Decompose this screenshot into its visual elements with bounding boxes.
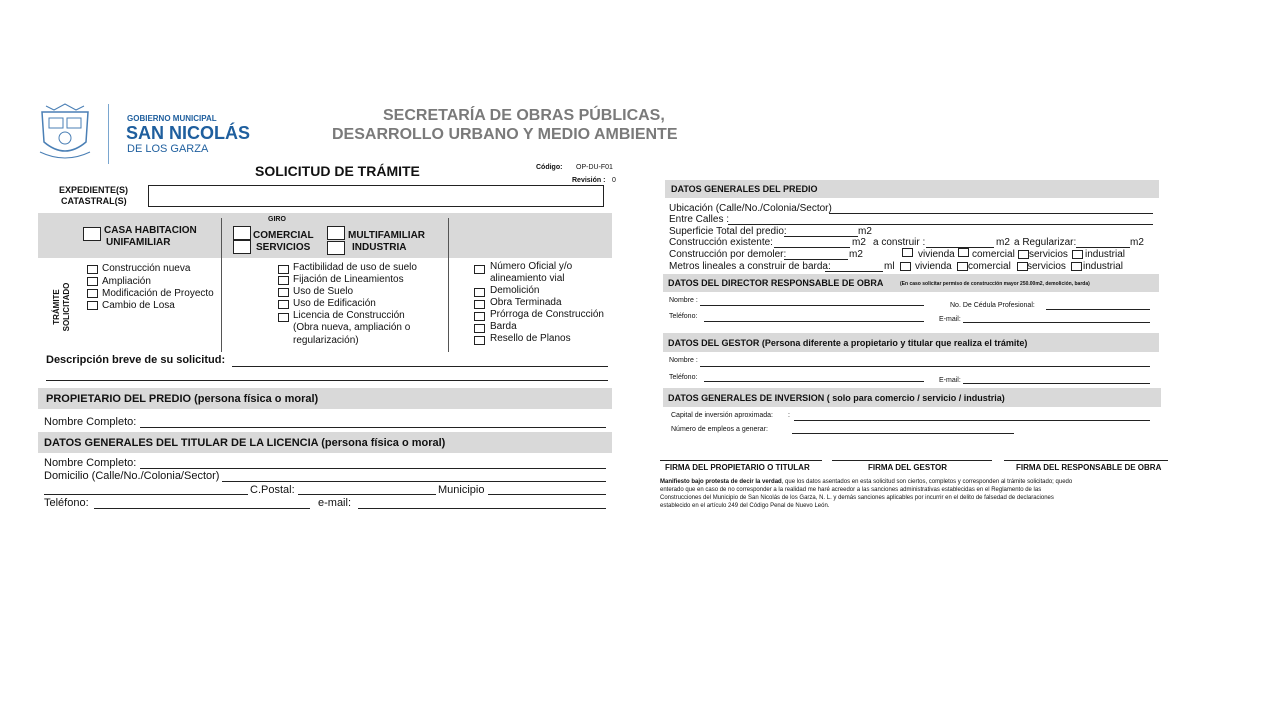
cambio-losa-label: Cambio de Losa bbox=[102, 300, 175, 311]
firma-gestor-line[interactable] bbox=[832, 460, 992, 461]
director-nombre-line[interactable] bbox=[700, 305, 924, 306]
modificacion-label: Modificación de Proyecto bbox=[102, 288, 214, 299]
director-title: DATOS DEL DIRECTOR RESPONSABLE DE OBRA bbox=[668, 278, 884, 288]
manifiesto-bold: Manifiesto bajo protesta de decir la verdad bbox=[660, 479, 782, 485]
titular-municipio-line[interactable] bbox=[488, 494, 606, 495]
uso-suelo-label: Uso de Suelo bbox=[293, 286, 354, 297]
predio-superficie-line[interactable] bbox=[784, 236, 858, 237]
gestor-nombre-label: Nombre : bbox=[669, 357, 698, 364]
logo-subcity: DE LOS GARZA bbox=[127, 143, 209, 155]
propietario-title: PROPIETARIO DEL PREDIO (persona física o moral) bbox=[46, 393, 319, 405]
firma-propietario-label: FIRMA DEL PROPIETARIO O TITULAR bbox=[665, 463, 810, 472]
gestor-telefono-label: Teléfono: bbox=[669, 374, 698, 381]
cb-demoler-vivienda[interactable] bbox=[902, 248, 913, 257]
resello-label: Resello de Planos bbox=[490, 333, 571, 344]
titular-nombre-line[interactable] bbox=[140, 468, 606, 469]
director-email-line[interactable] bbox=[963, 322, 1150, 323]
giro-divider-1 bbox=[221, 218, 222, 352]
barda-comercial-label: comercial bbox=[968, 261, 1011, 272]
revision-label: Revisión : bbox=[572, 177, 606, 184]
predio-barda-label: Metros lineales a construir de barda: bbox=[669, 261, 831, 272]
cb-obra-terminada[interactable] bbox=[474, 300, 485, 309]
manifiesto-text-1: , que los datos asentados en esta solicitud son ciertos, completos y corresponden al trámite solicitado; quedo bbox=[781, 479, 1073, 485]
predio-regularizar-unit: m2 bbox=[1130, 237, 1144, 248]
numero-oficial-label-1: Número Oficial y/o bbox=[490, 261, 573, 272]
predio-existente-line[interactable] bbox=[774, 247, 850, 248]
casa-label-2: UNIFAMILIAR bbox=[106, 237, 171, 248]
descripcion-line-1[interactable] bbox=[232, 366, 608, 367]
firma-responsable-line[interactable] bbox=[1004, 460, 1168, 461]
numero-oficial-label-2: alineamiento vial bbox=[490, 273, 565, 284]
director-telefono-line[interactable] bbox=[704, 321, 924, 322]
cb-barda-vivienda[interactable] bbox=[900, 262, 911, 271]
demolicion-label: Demolición bbox=[490, 285, 540, 296]
manifiesto-line-1 bbox=[660, 479, 1072, 485]
gestor-telefono-line[interactable] bbox=[704, 381, 924, 382]
industria-checkbox[interactable] bbox=[327, 241, 345, 255]
manifiesto-line-4: establecido en el artículo 249 del Código Penal de Nuevo León. bbox=[660, 503, 830, 509]
tramite-side-label: TRÁMITE SOLICITADO bbox=[52, 282, 71, 332]
secretaria-line-1: SECRETARÍA DE OBRAS PÚBLICAS, bbox=[383, 107, 665, 124]
propietario-nombre-line[interactable] bbox=[140, 427, 606, 428]
expediente-label-1: EXPEDIENTE(S) bbox=[59, 185, 129, 195]
cb-demoler-servicios[interactable] bbox=[1018, 250, 1029, 259]
gestor-nombre-line[interactable] bbox=[700, 366, 1150, 367]
director-telefono-label: Teléfono: bbox=[669, 313, 698, 320]
logo-divider bbox=[108, 104, 109, 164]
predio-a-construir-unit: m2 bbox=[996, 237, 1010, 248]
cb-demoler-comercial[interactable] bbox=[958, 248, 969, 257]
cb-cambio-losa[interactable] bbox=[87, 301, 98, 310]
logo-gobierno: GOBIERNO MUNICIPAL bbox=[127, 114, 217, 123]
descripcion-label: Descripción breve de su solicitud: bbox=[46, 354, 226, 366]
predio-entre-calles-line[interactable] bbox=[728, 224, 1153, 225]
casa-checkbox[interactable] bbox=[83, 227, 101, 241]
titular-nombre-label: Nombre Completo: bbox=[44, 457, 137, 469]
predio-superficie-label: Superficie Total del predio: bbox=[669, 226, 787, 237]
servicios-checkbox[interactable] bbox=[233, 240, 251, 254]
cb-fijacion[interactable] bbox=[278, 276, 289, 285]
cb-factibilidad[interactable] bbox=[278, 265, 289, 274]
predio-existente-unit: m2 bbox=[852, 237, 866, 248]
cb-licencia[interactable] bbox=[278, 313, 289, 322]
demoler-industrial-label: industrial bbox=[1085, 249, 1126, 260]
codigo-label: Código: bbox=[536, 164, 563, 171]
titular-domicilio-line-2[interactable] bbox=[44, 494, 248, 495]
expediente-label-2: CATASTRAL(S) bbox=[61, 196, 127, 206]
predio-title: DATOS GENERALES DEL PREDIO bbox=[671, 184, 818, 194]
cb-barda-comercial[interactable] bbox=[957, 262, 968, 271]
fijacion-label: Fijación de Lineamientos bbox=[293, 274, 404, 285]
inversion-empleos-label: Número de empleos a generar: bbox=[671, 426, 768, 433]
director-cedula-line[interactable] bbox=[1046, 309, 1150, 310]
predio-demoler-label: Construcción por demoler: bbox=[669, 249, 787, 260]
barda-label: Barda bbox=[490, 321, 517, 332]
barda-servicios-label: servicios bbox=[1027, 261, 1066, 272]
demoler-comercial-label: comercial bbox=[972, 249, 1015, 260]
servicios-label: SERVICIOS bbox=[256, 242, 311, 253]
predio-regularizar-label: a Regularizar: bbox=[1014, 237, 1077, 248]
factibilidad-label: Factibilidad de uso de suelo bbox=[293, 262, 417, 273]
licencia-extra-1: (Obra nueva, ampliación o bbox=[293, 322, 411, 333]
inversion-title: DATOS GENERALES DE INVERSION ( solo para comercio / servicio / industria) bbox=[668, 393, 1005, 403]
multifamiliar-checkbox[interactable] bbox=[327, 226, 345, 240]
predio-regularizar-line[interactable] bbox=[1076, 247, 1130, 248]
obra-terminada-label: Obra Terminada bbox=[490, 297, 562, 308]
inversion-capital-label: Capital de inversión aproximada: bbox=[671, 412, 773, 419]
predio-entre-calles-label: Entre Calles : bbox=[669, 214, 730, 225]
cb-modificacion[interactable] bbox=[87, 289, 98, 298]
director-note: (En caso solicitar permiso de construcción mayor 250.00m2, demolición, barda) bbox=[900, 281, 1090, 287]
predio-demoler-unit: m2 bbox=[849, 249, 863, 260]
gestor-email-line[interactable] bbox=[963, 383, 1150, 384]
predio-barda-unit: ml bbox=[884, 261, 895, 272]
cb-numero-oficial[interactable] bbox=[474, 265, 485, 274]
barda-industrial-label: industrial bbox=[1083, 261, 1124, 272]
titular-cpostal-label: C.Postal: bbox=[250, 484, 295, 496]
cb-barda-industrial[interactable] bbox=[1071, 262, 1082, 271]
construccion-nueva-label: Construcción nueva bbox=[102, 263, 191, 274]
inversion-capital-colon: : bbox=[788, 412, 790, 419]
cb-uso-edificacion[interactable] bbox=[278, 300, 289, 309]
secretaria-line-2: DESARROLLO URBANO Y MEDIO AMBIENTE bbox=[332, 126, 678, 143]
uso-edificacion-label: Uso de Edificación bbox=[293, 298, 376, 309]
descripcion-line-2[interactable] bbox=[46, 380, 608, 381]
cb-uso-suelo[interactable] bbox=[278, 288, 289, 297]
comercial-label: COMERCIAL bbox=[253, 230, 314, 241]
logo-city: SAN NICOLÁS bbox=[126, 123, 251, 143]
titular-email-label: e-mail: bbox=[318, 497, 352, 509]
prorroga-label: Prórroga de Construcción bbox=[490, 309, 604, 320]
industria-label: INDUSTRIA bbox=[352, 242, 407, 253]
casa-label-1: CASA HABITACION bbox=[104, 225, 197, 236]
director-cedula-label: No. De Cédula Profesional: bbox=[950, 302, 1035, 309]
licencia-extra-2: regularización) bbox=[293, 335, 359, 346]
multifamiliar-label: MULTIFAMILIAR bbox=[348, 230, 426, 241]
titular-telefono-label: Teléfono: bbox=[44, 497, 89, 509]
cb-prorroga[interactable] bbox=[474, 312, 485, 321]
comercial-checkbox[interactable] bbox=[233, 226, 251, 240]
titular-cpostal-line[interactable] bbox=[298, 494, 436, 495]
revision-value: 0 bbox=[612, 177, 616, 184]
giro-label: GIRO bbox=[268, 216, 286, 223]
titular-telefono-line[interactable] bbox=[94, 508, 310, 509]
titular-domicilio-label: Domicilio (Calle/No./Colonia/Sector) bbox=[44, 470, 220, 482]
director-email-label: E-mail: bbox=[939, 316, 961, 323]
predio-ubicacion-label: Ubicación (Calle/No./Colonia/Sector) bbox=[669, 203, 832, 214]
gestor-title: DATOS DEL GESTOR (Persona diferente a propietario y titular que realiza el trámite) bbox=[668, 338, 1028, 348]
propietario-nombre-label: Nombre Completo: bbox=[44, 416, 137, 428]
cb-demolicion[interactable] bbox=[474, 288, 485, 297]
cb-barda[interactable] bbox=[474, 324, 485, 333]
codigo-value: OP-DU-F01 bbox=[576, 164, 613, 171]
predio-existente-label: Construcción existente: bbox=[669, 237, 773, 248]
predio-superficie-unit: m2 bbox=[858, 226, 872, 237]
cb-construccion-nueva[interactable] bbox=[87, 265, 98, 274]
ampliacion-label: Ampliación bbox=[102, 276, 151, 287]
licencia-label: Licencia de Construcción bbox=[293, 310, 405, 321]
director-nombre-label: Nombre : bbox=[669, 297, 698, 304]
manifiesto-line-3: Construcciones del Municipio de San Nicolás de los Garza, N. L. y demás sanciones aplicables por incurrir en el delito de falsedad de declaraciones bbox=[660, 495, 1054, 501]
demoler-vivienda-label: vivienda bbox=[918, 249, 955, 260]
predio-demoler-line[interactable] bbox=[784, 259, 848, 260]
form-title: SOLICITUD DE TRÁMITE bbox=[255, 163, 420, 179]
titular-email-line[interactable] bbox=[358, 508, 606, 509]
demoler-servicios-label: servicios bbox=[1029, 249, 1068, 260]
expediente-input[interactable] bbox=[148, 185, 604, 207]
cb-resello[interactable] bbox=[474, 336, 485, 345]
gestor-email-label: E-mail: bbox=[939, 377, 961, 384]
titular-title: DATOS GENERALES DEL TITULAR DE LA LICENCIA (persona física o moral) bbox=[44, 437, 446, 449]
manifiesto-line-2: enterado que en caso de no corresponder a la realidad me haré acreedor a las sanciones administrativas establecidas en el Reglamento de las bbox=[660, 487, 1042, 493]
giro-divider-2 bbox=[448, 218, 449, 352]
inversion-empleos-line[interactable] bbox=[792, 433, 1014, 434]
predio-barda-line[interactable] bbox=[825, 271, 883, 272]
cb-demoler-industrial[interactable] bbox=[1072, 250, 1083, 259]
predio-a-construir-label: a construir : bbox=[873, 237, 926, 248]
firma-responsable-label: FIRMA DEL RESPONSABLE DE OBRA bbox=[1016, 463, 1162, 472]
cb-ampliacion[interactable] bbox=[87, 277, 98, 286]
predio-ubicacion-line[interactable] bbox=[829, 213, 1153, 214]
firma-propietario-line[interactable] bbox=[660, 460, 822, 461]
municipal-seal bbox=[36, 102, 94, 164]
firma-gestor-label: FIRMA DEL GESTOR bbox=[868, 463, 947, 472]
titular-municipio-label: Municipio bbox=[438, 484, 485, 496]
titular-domicilio-line[interactable] bbox=[222, 481, 606, 482]
inversion-capital-line[interactable] bbox=[794, 420, 1150, 421]
barda-vivienda-label: vivienda bbox=[915, 261, 952, 272]
